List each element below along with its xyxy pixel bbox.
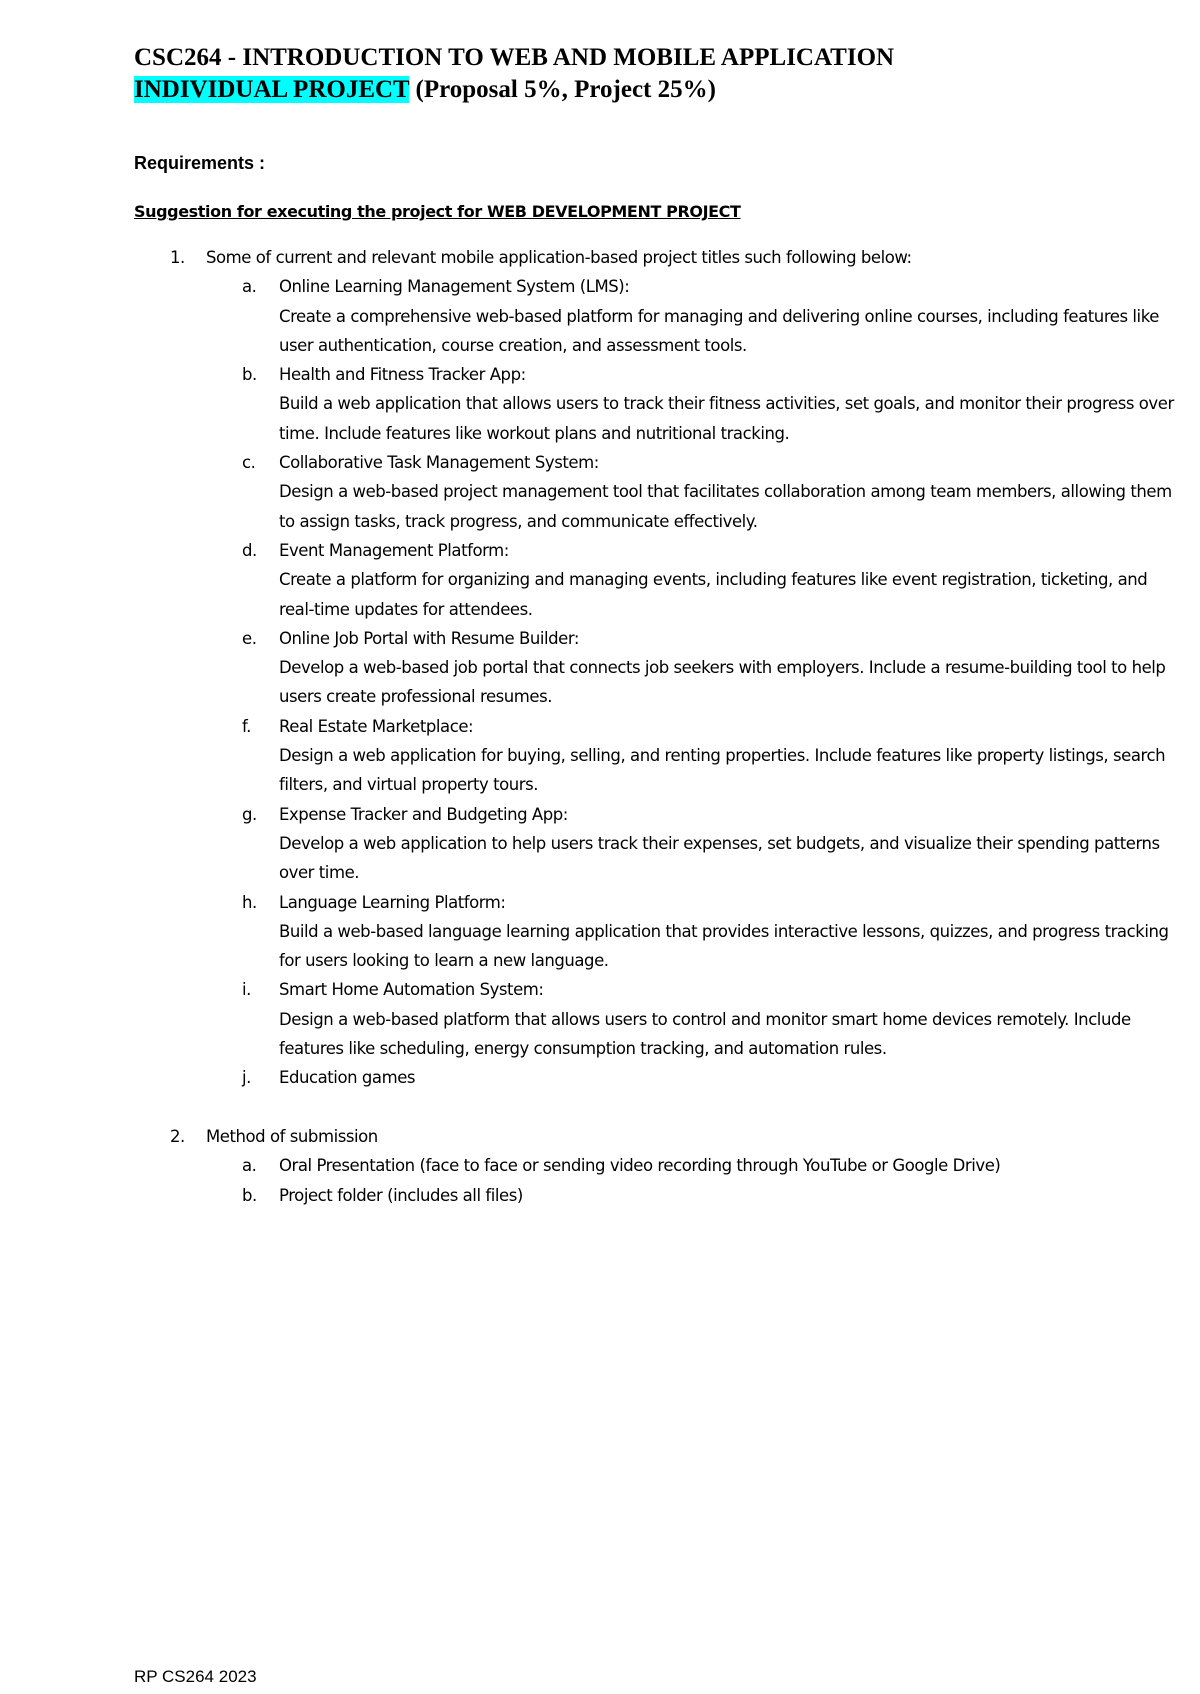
list-letter: d.: [242, 540, 257, 560]
list-letter: a.: [242, 277, 257, 297]
project-title: Language Learning Platform:: [279, 892, 506, 912]
list-item: [206, 800, 1174, 888]
project-title: Education games: [279, 1068, 416, 1088]
project-description: Design a web-based project management tool that facilitates collaboration among team members, allowing them to assign tasks, track progress, and communicate effectively.: [279, 482, 1172, 531]
document-title: [134, 42, 1134, 106]
list-letter: g.: [242, 804, 257, 824]
list-number: 2.: [170, 1126, 185, 1146]
project-description: Build a web-based language learning application that provides interactive lessons, quizzes, and progress tracking for users looking to learn a new language.: [279, 921, 1169, 971]
project-titles-list: [206, 272, 1174, 1092]
list-letter: f.: [242, 716, 251, 736]
main-list-item-2: [134, 1122, 1174, 1210]
project-description: Design a web-based platform that allows users to control and monitor smart home devices remotely. Include features like scheduling, energy consumption tracking, and automation rules.: [279, 1009, 1131, 1059]
project-description: Create a platform for organizing and managing events, including features like event registration, ticketing, and real-time updates for attendees.: [279, 570, 1148, 619]
list-item: [206, 1181, 1174, 1210]
project-title: Collaborative Task Management System:: [279, 453, 599, 473]
main-list: [134, 243, 1174, 1210]
page-footer: RP CS264 2023: [134, 1667, 257, 1686]
list-letter: c.: [242, 453, 256, 473]
list-letter: b.: [242, 365, 257, 385]
project-title: Real Estate Marketplace:: [279, 716, 474, 736]
project-description: Develop a web application to help users track their expenses, set budgets, and visualize their spending patterns over time.: [279, 833, 1160, 883]
list-item: [206, 975, 1174, 1063]
list-item: [206, 448, 1174, 536]
project-title: Online Job Portal with Resume Builder:: [279, 628, 579, 648]
list-item: [206, 536, 1174, 624]
list-item: [206, 360, 1174, 448]
submission-method: Project folder (includes all files): [279, 1185, 523, 1205]
title-weighting: (Proposal 5%, Project 25%): [409, 76, 716, 103]
title-line-1: CSC264 - INTRODUCTION TO WEB AND MOBILE APPLICATION: [134, 44, 895, 71]
project-title: Smart Home Automation System:: [279, 980, 544, 1000]
project-description: Create a comprehensive web-based platform for managing and delivering online courses, including features like user authentication, course creation, and assessment tools.: [279, 306, 1159, 355]
project-title: Health and Fitness Tracker App:: [279, 365, 526, 385]
title-highlight: INDIVIDUAL PROJECT: [134, 76, 410, 103]
project-description: Build a web application that allows users to track their fitness activities, set goals, and monitor their progress over time. Include features like workout plans and nutritional tracking.: [279, 394, 1174, 443]
list-item: [206, 1151, 1174, 1180]
list-number: 1.: [170, 248, 185, 267]
project-description: Develop a web-based job portal that connects job seekers with employers. Include a resume-building tool to help users create professional resumes.: [279, 658, 1166, 707]
list-item-text: Some of current and relevant mobile application-based project titles such following below:: [206, 248, 912, 267]
project-title: Event Management Platform:: [279, 540, 509, 560]
project-title: Online Learning Management System (LMS):: [279, 277, 630, 297]
suggestion-heading: Suggestion for executing the project for WEB DEVELOPMENT PROJECT: [134, 202, 741, 221]
list-item: [206, 272, 1174, 360]
list-item: [206, 1063, 1174, 1092]
main-list-item-1: [134, 243, 1174, 1122]
list-item: [206, 888, 1174, 976]
list-letter: i.: [242, 980, 251, 1000]
list-item: [206, 712, 1174, 800]
list-letter: e.: [242, 628, 257, 648]
list-item: [206, 624, 1174, 712]
list-letter: a.: [242, 1156, 257, 1176]
list-letter: h.: [242, 892, 257, 912]
project-description: Design a web application for buying, selling, and renting properties. Include features like property listings, search filters, and virtual property tours.: [279, 746, 1166, 795]
title-line-2: [134, 74, 1134, 106]
submission-method: Oral Presentation (face to face or sending video recording through YouTube or Google Drive): [279, 1156, 1001, 1176]
list-letter: j.: [242, 1068, 251, 1088]
list-letter: b.: [242, 1185, 257, 1205]
list-item-text: Method of submission: [206, 1126, 378, 1146]
requirements-label: Requirements :: [134, 153, 266, 173]
project-title: Expense Tracker and Budgeting App:: [279, 804, 568, 824]
submission-methods-list: [206, 1151, 1174, 1210]
spacer: [206, 1093, 1174, 1122]
